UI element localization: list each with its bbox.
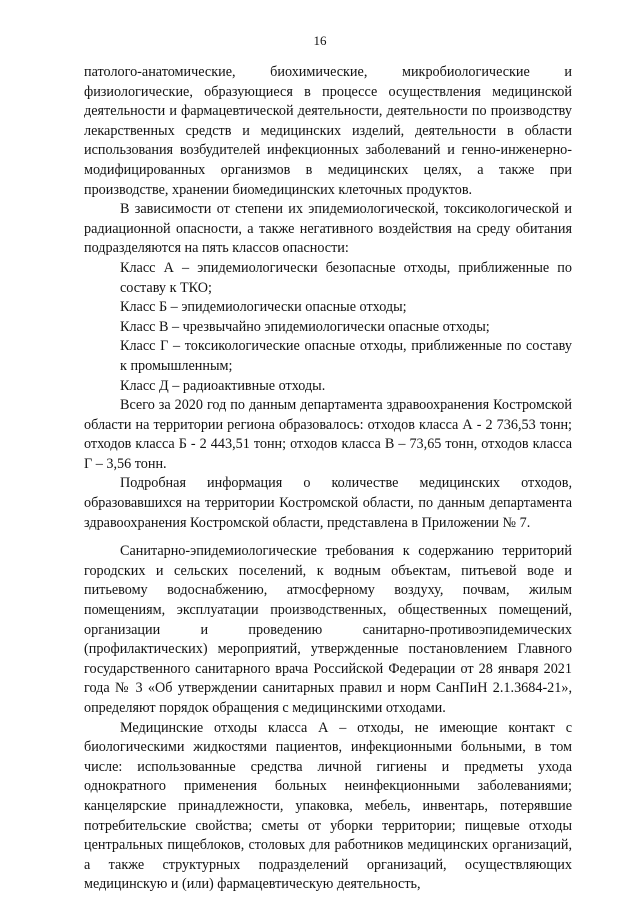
paragraph-sanitary-requirements: Санитарно-эпидемиологические требования к содержанию территорий городских и сельских поселений, к водным объектам, питьевой воде и питьевому водоснабжению, атмосферному воздуху, почвам, жилым помещениям, эксплуатации производственных, общественных помещений, организации и проведению санитарно-противоэпидемических (профилактических) мероприятий, утвержденные постановлением Главного государственного санитарного врача Российской Федерации от 28 января 2021 года № 3 «Об утверждении санитарных правил и норм СанПиН 2.1.3684-21», определяют порядок обращения с медицинскими отходами.	[84, 543, 572, 716]
paragraph-class-a-definition: Медицинские отходы класса А – отходы, не имеющие контакт с биологическими жидкостями пациентов, инфекционными больными, в том числе: использованные средства личной гигиены и предметы ухода однократного применения больных неинфекционными заболеваниями; канцелярские принадлежности, упаковка, мебель, инвентарь, потерявшие потребительские свойства; сметы от уборки территории; пищевые отходы центральных пищеблоков, столовых для работников медицинских организаций, а также структурных подразделений организаций, осуществляющих медицинскую и (или) фармацевтическую деятельность,	[84, 719, 572, 893]
list-item-class-b: Класс Б – эпидемиологически опасные отходы;	[120, 299, 407, 316]
document-body	[84, 63, 572, 895]
paragraph-2020-totals: Всего за 2020 год по данным департамента здравоохранения Костромской области на территории региона образовалось: отходов класса А - 2 736,53 тонн; отходов класса Б - 2 443,51 тонн; отходов класса В – 73,65 тонн, отходов класса Г – 3,56 тонн.	[84, 397, 572, 472]
list-item-class-g: Класс Г – токсикологические опасные отходы, приближенные по составу к промышленным;	[120, 338, 572, 374]
list-item-class-a: Класс А – эпидемиологически безопасные отходы, приближенные по составу к ТКО;	[120, 259, 572, 296]
list-item-class-v: Класс В – чрезвычайно эпидемиологически опасные отходы;	[120, 318, 490, 335]
paragraph-appendix-reference: Подробная информация о количестве медицинских отходов, образовавшихся на территории Костромской области, по данным департамента здравоохранения Костромской области, представлена в Приложении № 7.	[84, 475, 572, 531]
paragraph-continuation: патолого-анатомические, биохимические, микробиологические и физиологические, образующиеся в процессе осуществления медицинской деятельности и фармацевтической деятельности, деятельности по производству лекарственных средств и медицинских изделий, деятельности в области использования возбудителей инфекционных заболеваний и генно-инженерно-модифицированных организмов в медицинских целях, а также при производстве, хранении биомедицинских клеточных продуктов.	[84, 64, 572, 198]
page-number: 16	[313, 33, 327, 48]
list-item-class-d: Класс Д – радиоактивные отходы.	[120, 377, 326, 394]
paragraph-hazard-classes-intro: В зависимости от степени их эпидемиологической, токсикологической и радиационной опасности, а также негативного воздействия на среду обитания подразделяются на пять классов опасности:	[84, 201, 572, 257]
